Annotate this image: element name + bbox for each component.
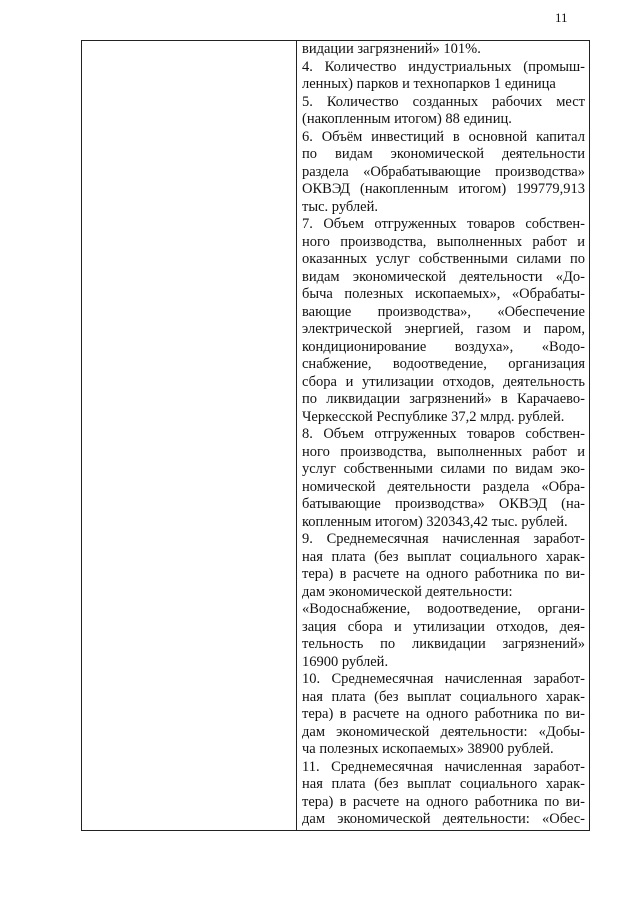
text-line: дам экономической деятельности:: [302, 583, 513, 600]
text-line: зация сбора и утилизации отходов, дея-: [302, 618, 585, 635]
text-line: 16900 рублей.: [302, 653, 389, 670]
text-line: Черкесской Республике 37,2 млрд. рублей.: [302, 408, 565, 425]
text-line: по видам экономической деятельности: [302, 146, 585, 162]
text-line: услуг собственными силами по видам эко-: [302, 461, 585, 477]
text-line: 11. Среднемесячная начисленная заработ-: [302, 758, 585, 775]
text-line: дам экономической деятельности: «Обес-: [302, 811, 585, 827]
text-line: электрической энергией, газом и паром,: [302, 321, 585, 337]
text-line: копленным итогом) 320343,42 тыс. рублей.: [302, 513, 568, 530]
text-line: ного производства, выполненных работ и: [302, 443, 585, 460]
text-line: ОКВЭД (накопленным итогом) 199779,913: [302, 181, 585, 197]
text-line: ча полезных ископаемых» 38900 рублей.: [302, 741, 554, 757]
text-line: тера) в расчете на одного работника по ви-: [302, 566, 585, 582]
text-line: «Водоснабжение, водоотведение, органи-: [302, 601, 585, 617]
text-line: быча полезных ископаемых», «Обрабаты-: [302, 286, 585, 302]
text-line: 9. Среднемесячная начисленная заработ-: [302, 531, 585, 547]
text-line: ная плата (без выплат социального харак-: [302, 548, 585, 565]
page-number: 11: [555, 10, 568, 25]
text-line: 7. Объем отгруженных товаров собствен-: [302, 216, 585, 232]
text-line: тельность по ликвидации загрязнений»: [302, 636, 585, 652]
text-line: ного производства, выполненных работ и: [302, 233, 585, 250]
text-line: по ликвидации загрязнений» в Карачаево-: [302, 391, 585, 407]
text-line: ная плата (без выплат социального харак-: [302, 776, 585, 792]
document-table: [81, 40, 590, 831]
text-line: кондиционирование воздуха», «Водо-: [302, 338, 585, 355]
text-line: ленных) парков и технопарков 1 единица: [302, 76, 556, 92]
text-line: 4. Количество индустриальных (промыш-: [302, 58, 585, 75]
text-line: тера) в расчете на одного работника по ви-: [302, 706, 585, 722]
text-line: видации загрязнений» 101%.: [302, 41, 481, 57]
text-line: оказанных услуг собственными силами по: [302, 251, 585, 267]
text-line: 5. Количество созданных рабочих мест: [302, 93, 585, 110]
text-line: номической деятельности раздела «Обра-: [302, 478, 585, 495]
text-line: дам экономической деятельности: «Добы-: [302, 723, 585, 740]
text-line: 6. Объём инвестиций в основной капитал: [302, 128, 585, 145]
indicators-cell: [297, 41, 589, 830]
text-line: 10. Среднемесячная начисленная заработ-: [302, 671, 585, 687]
text-line: вающие производства», «Обеспечение: [302, 303, 585, 320]
text-line: батывающие производства» ОКВЭД (на-: [302, 496, 585, 512]
text-line: (накопленным итогом) 88 единиц.: [302, 111, 512, 127]
text-line: снабжение, водоотведение, организация: [302, 356, 585, 372]
text-line: видам экономической деятельности «До-: [302, 268, 585, 285]
text-line: сбора и утилизации отходов, деятельность: [302, 373, 585, 390]
text-line: раздела «Обрабатывающие производства»: [302, 163, 585, 180]
text-line: 8. Объем отгруженных товаров собствен-: [302, 426, 585, 442]
text-line: тыс. рублей.: [302, 198, 378, 215]
text-line: тера) в расчете на одного работника по ви-: [302, 793, 585, 810]
text-line: ная плата (без выплат социального харак-: [302, 688, 585, 705]
